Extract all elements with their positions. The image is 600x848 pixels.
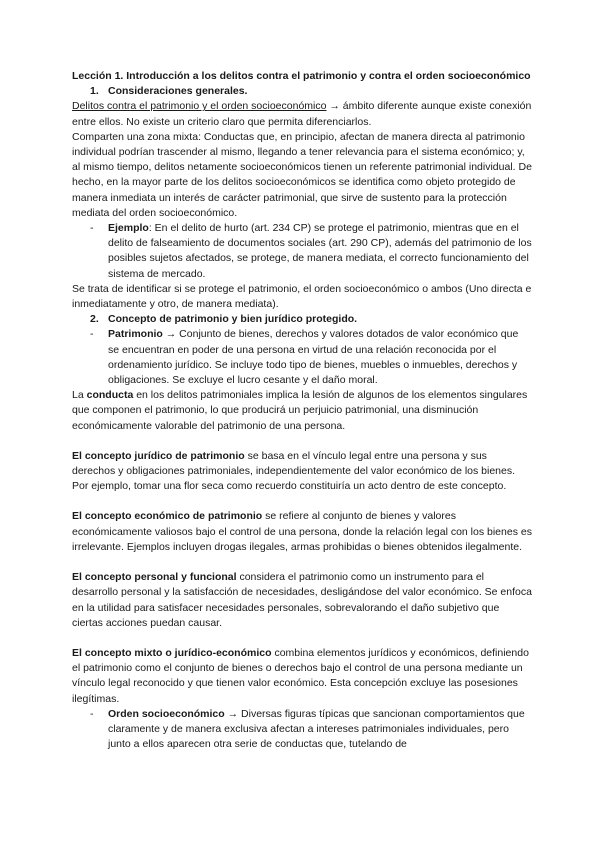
concept-economico-text: se refiere al conjunto de bienes y valores económicamente valiosos bajo el control de una persona, donde la relación legal con los bienes es irrelevante. Ejemplos incluyen drogas ilegales, armas prohibidas o bienes obtenidos ilegalmente. (72, 510, 532, 553)
spacer (72, 631, 532, 646)
section-2-heading (72, 312, 532, 327)
section-2-title: Concepto de patrimonio y bien jurídico protegido. (108, 313, 358, 326)
concept-juridico-text: se basa en el vínculo legal entre una persona y sus derechos y obligaciones patrimoniales, independientemente del valor económico de los bienes. Por ejemplo, tomar una flor seca como recuerdo constituiría un acto dentro de este concepto. (72, 449, 516, 493)
concept-economico-paragraph (72, 509, 532, 555)
section-1-paragraph-identify: Se trata de identificar si se protege el patrimonio, el orden socioeconómico o ambos (Uno directa e inmediatamente y otro, de manera mediata). (72, 282, 532, 311)
patrimonio-definition: → Conjunto de bienes, derechos y valores dotados de valor económico que se encuentran en poder de una persona en virtud de una relación reconocida por el ordenamiento jurídico. Se incluye todo tipo de bienes, muebles o inmuebles, derechos y obligaciones. Se excluye el lucro cesante y el daño moral. (108, 328, 519, 387)
concept-economico-term: El concepto económico de patrimonio (72, 510, 263, 523)
bullet-dash: - (90, 328, 94, 341)
conducta-paragraph (72, 388, 532, 434)
orden-label: Orden socioeconómico (108, 707, 225, 720)
section-2-number: 2. (90, 313, 99, 326)
conducta-pre: La (72, 389, 87, 402)
example-label: Ejemplo (108, 222, 149, 235)
orden-socioeconomico-bullet (72, 707, 532, 753)
document-body (72, 69, 532, 752)
section-1-title: Consideraciones generales. (108, 85, 248, 98)
patrimonio-label: Patrimonio (108, 328, 163, 341)
spacer (72, 555, 532, 570)
concept-mixto-text: combina elementos jurídicos y económicos, definiendo el patrimonio como el conjunto de bienes o derechos bajo el control de una persona mediante un vínculo legal reconocido y que tienen valor económico. Esta concepción excluye las posesiones ilegítimas. (72, 646, 529, 705)
section-1-intro (72, 99, 532, 129)
conducta-bold: conducta (86, 389, 134, 402)
bullet-dash: - (90, 707, 94, 720)
patrimonio-bullet-text (108, 327, 532, 388)
concept-juridico-term: El concepto jurídico de patrimonio (72, 449, 245, 462)
orden-bullet-text (108, 707, 532, 753)
concept-juridico-paragraph (72, 449, 532, 495)
section-1-number: 1. (90, 85, 99, 98)
section-1-heading (72, 84, 532, 99)
concept-personal-text: considera el patrimonio como un instrumento para el desarrollo personal y la satisfacción de necesidades, desligándose del valor económico. Se enfoca en la utilidad para satisfacer necesidades personales, sobrevalorando el daño subjetivo que ciertas acciones puedan causar. (72, 571, 532, 629)
spacer (72, 434, 532, 449)
example-bullet-text (108, 221, 532, 282)
concept-mixto-term: El concepto mixto o jurídico-económico (72, 646, 272, 659)
conducta-rest: en los delitos patrimoniales implica la lesión de algunos de los elementos singulares que componen el patrimonio, lo que producirá un perjuicio patrimonial, una disminución económicamente valorable del patrimonio de una persona. (72, 389, 528, 432)
concept-mixto-paragraph (72, 646, 532, 707)
example-text: : En el delito de hurto (art. 234 CP) se protege el patrimonio, mientras que en el delito de falseamiento de documentos sociales (art. 290 CP), además del patrimonio de los posibles sujetos afectados, se protege, de manera mediata, el correcto funcionamiento del sistema de mercado. (108, 222, 532, 280)
spacer (72, 494, 532, 509)
concept-personal-paragraph (72, 570, 532, 631)
lesson-title: Lección 1. Introducción a los delitos contra el patrimonio y contra el orden socioeconómico (72, 70, 531, 82)
orden-text: → Diversas figuras típicas que sancionan comportamientos que claramente y de manera exclusiva afectan a intereses patrimoniales individuales, pero junto a ellos aparecen otra serie de conductas que, tutelando de (108, 707, 525, 751)
intro-underlined-term: Delitos contra el patrimonio y el orden socioeconómico (72, 100, 327, 113)
concept-personal-term: El concepto personal y funcional (72, 571, 237, 584)
intro-rest: → ámbito diferente aunque existe conexión entre ellos. No existe un criterio claro que permita diferenciarlos. (72, 100, 532, 128)
section-1-paragraph-mixed-zone: Comparten una zona mixta: Conductas que, en principio, afectan de manera directa al patrimonio individual podrían trascender al mismo, llegando a tener relevancia para el sistema económico; y, al mismo tiempo, delitos netamente socioeconómicos tienen un referente patrimonial individual. De hecho, en la mayor parte de los delitos socioeconómicos se identifica como objeto protegido de manera inmediata un interés de carácter patrimonial, que sirve de sustento para la protección mediata del orden socioeconómico. (72, 130, 532, 219)
bullet-dash: - (90, 222, 94, 235)
example-bullet (72, 221, 532, 282)
patrimonio-bullet (72, 327, 532, 388)
